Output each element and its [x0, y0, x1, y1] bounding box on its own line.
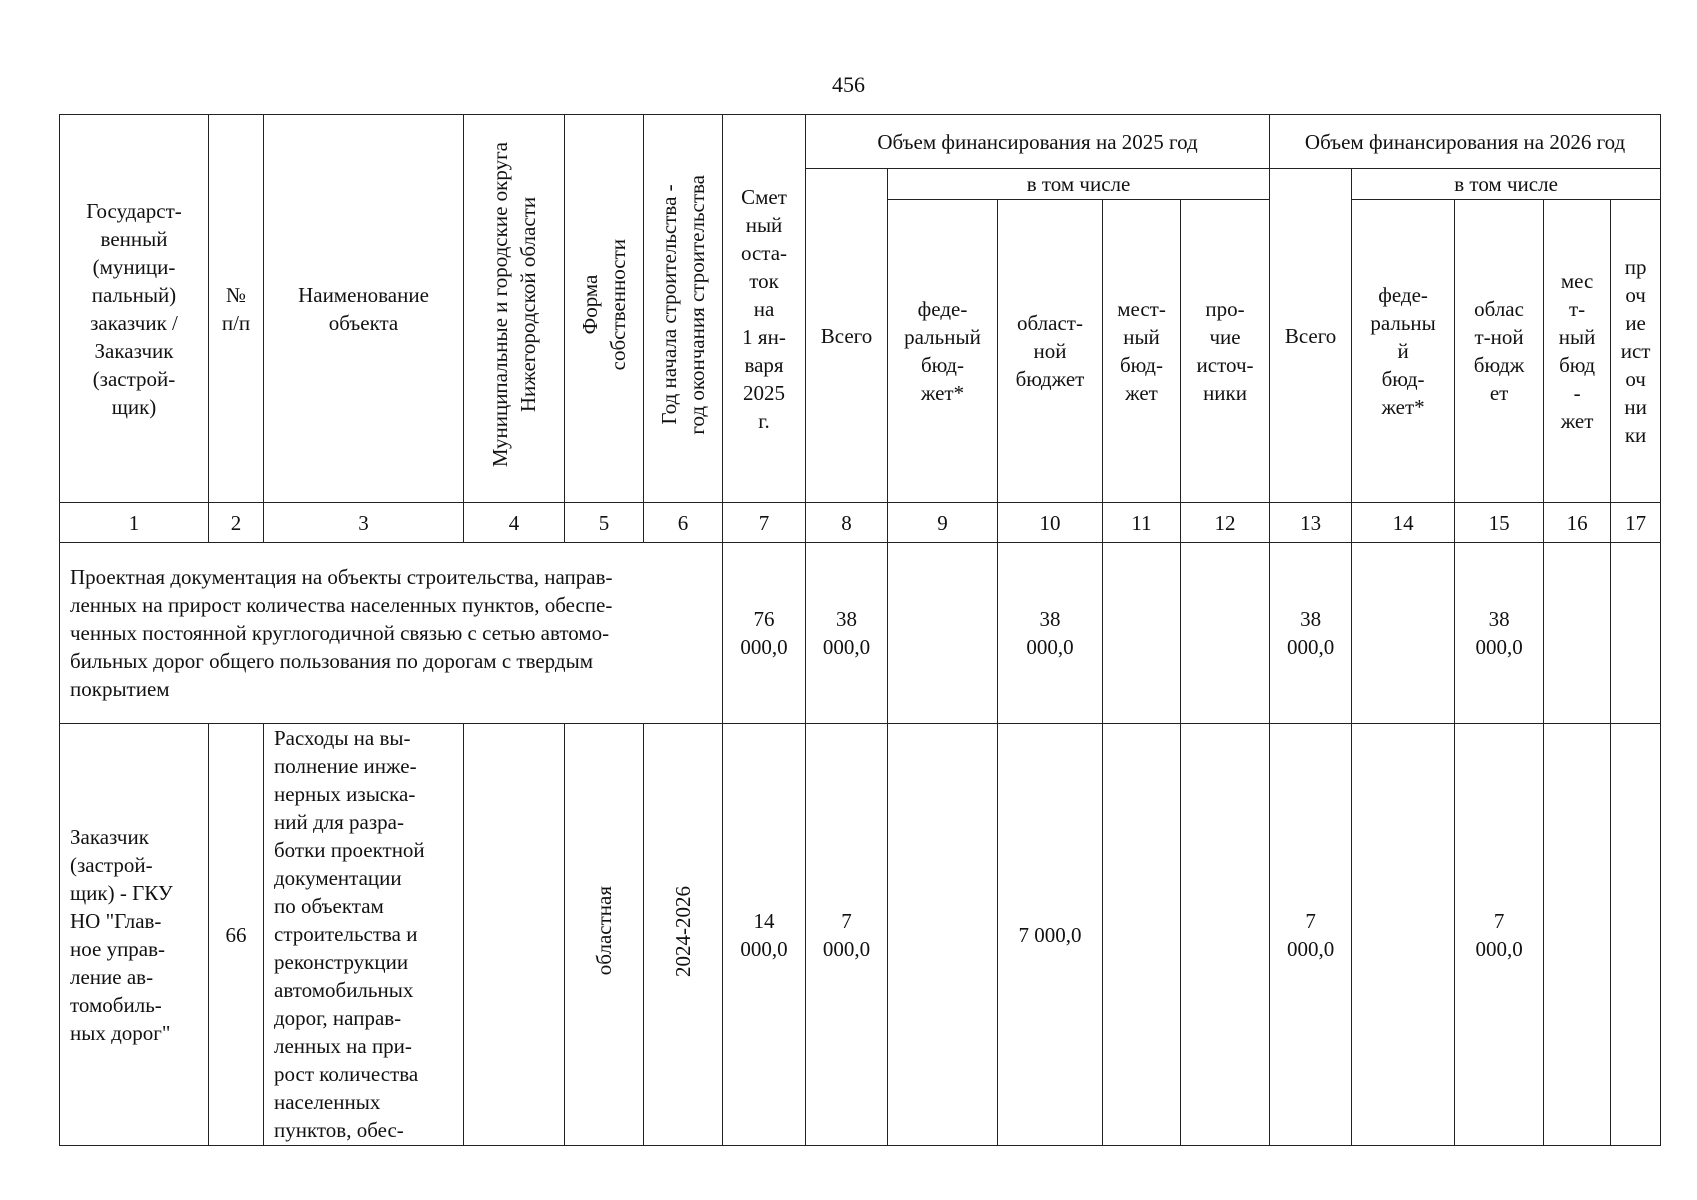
header-regional-2026: облас т-ной бюдж ет	[1455, 200, 1544, 503]
row-number: 66	[209, 724, 264, 1146]
data-row	[60, 724, 1661, 1146]
row-federal-2026	[1352, 724, 1455, 1146]
header-districts	[464, 115, 565, 503]
row-ownership-text: областная	[592, 886, 616, 976]
row-estimate-balance: 14 000,0	[723, 724, 806, 1146]
section-other-2025	[1181, 543, 1270, 724]
section-total-2025: 38 000,0	[806, 543, 888, 724]
row-local-2025	[1103, 724, 1181, 1146]
row-regional-2025: 7 000,0	[998, 724, 1103, 1146]
row-other-2025	[1181, 724, 1270, 1146]
column-number: 15	[1455, 503, 1544, 543]
column-number: 10	[998, 503, 1103, 543]
column-number: 9	[888, 503, 998, 543]
header-regional-2025: област- ной бюджет	[998, 200, 1103, 503]
row-local-2026	[1544, 724, 1611, 1146]
row-years-text: 2024-2026	[671, 885, 695, 977]
header-years-text: Год начала строительства - год окончания строительства	[657, 175, 709, 435]
row-years	[644, 724, 723, 1146]
section-federal-2026	[1352, 543, 1455, 724]
column-number: 6	[644, 503, 723, 543]
header-federal-2026: феде- ральны й бюд- жет*	[1352, 200, 1455, 503]
row-total-2026: 7 000,0	[1270, 724, 1352, 1146]
section-title: Проектная документация на объекты строительства, направ- ленных на прирост количества населенных пунктов, обеспе- ченных постоянной круглогодичной связью с сетью автомо- бильных дорог общего пользования по дорогам с твердым покрытием	[60, 543, 723, 724]
column-number-row	[60, 503, 1661, 543]
column-number: 2	[209, 503, 264, 543]
row-total-2025: 7 000,0	[806, 724, 888, 1146]
section-row	[60, 543, 1661, 724]
header-local-2026: мес т- ный бюд - жет	[1544, 200, 1611, 503]
column-number: 8	[806, 503, 888, 543]
header-including-2025: в том числе	[888, 169, 1270, 200]
section-regional-2025: 38 000,0	[998, 543, 1103, 724]
header-ownership-text: Форма собственности	[578, 239, 630, 371]
section-other-2026	[1611, 543, 1661, 724]
column-number: 3	[264, 503, 464, 543]
header-local-2025: мест- ный бюд- жет	[1103, 200, 1181, 503]
column-number: 5	[565, 503, 644, 543]
header-years	[644, 115, 723, 503]
header-financing-2025: Объем финансирования на 2025 год	[806, 115, 1270, 169]
row-districts	[464, 724, 565, 1146]
column-number: 16	[1544, 503, 1611, 543]
header-object-name: Наименование объекта	[264, 115, 464, 503]
column-number: 12	[1181, 503, 1270, 543]
column-number: 4	[464, 503, 565, 543]
header-total-2026: Всего	[1270, 169, 1352, 503]
header-including-2026: в том числе	[1352, 169, 1661, 200]
header-financing-2026: Объем финансирования на 2026 год	[1270, 115, 1661, 169]
header-estimate-balance: Смет ный оста- ток на 1 ян- варя 2025 г.	[723, 115, 806, 503]
column-number: 1	[60, 503, 209, 543]
header-other-2026: пр оч ие ист оч ни ки	[1611, 200, 1661, 503]
section-local-2026	[1544, 543, 1611, 724]
section-estimate-balance: 76 000,0	[723, 543, 806, 724]
column-number: 17	[1611, 503, 1661, 543]
section-local-2025	[1103, 543, 1181, 724]
section-total-2026: 38 000,0	[1270, 543, 1352, 724]
row-customer: Заказчик (застрой- щик) - ГКУ НО "Глав- ное управ- ление ав- томобиль- ных дорог"	[60, 724, 209, 1146]
section-regional-2026: 38 000,0	[1455, 543, 1544, 724]
row-ownership	[565, 724, 644, 1146]
header-customer: Государст- венный (муници- пальный) заказчик / Заказчик (застрой- щик)	[60, 115, 209, 503]
row-other-2026	[1611, 724, 1661, 1146]
header-districts-text: Муниципальные и городские округа Нижегородской области	[488, 142, 540, 468]
column-number: 14	[1352, 503, 1455, 543]
header-ownership	[565, 115, 644, 503]
financing-table	[59, 114, 1661, 1146]
header-federal-2025: феде- ральный бюд- жет*	[888, 200, 998, 503]
row-regional-2026: 7 000,0	[1455, 724, 1544, 1146]
row-federal-2025	[888, 724, 998, 1146]
column-number: 13	[1270, 503, 1352, 543]
column-number: 7	[723, 503, 806, 543]
section-federal-2025	[888, 543, 998, 724]
header-total-2025: Всего	[806, 169, 888, 503]
column-number: 11	[1103, 503, 1181, 543]
row-object-name: Расходы на вы- полнение инже- нерных изыска- ний для разра- ботки проектной документации по объектам строительства и реконструкции автомобильных дорог, направ- ленных на при- рост количества населенных пунктов, обес-	[264, 724, 464, 1146]
page-number: 456	[832, 72, 865, 97]
header-other-2025: про- чие источ- ники	[1181, 200, 1270, 503]
header-number: № п/п	[209, 115, 264, 503]
